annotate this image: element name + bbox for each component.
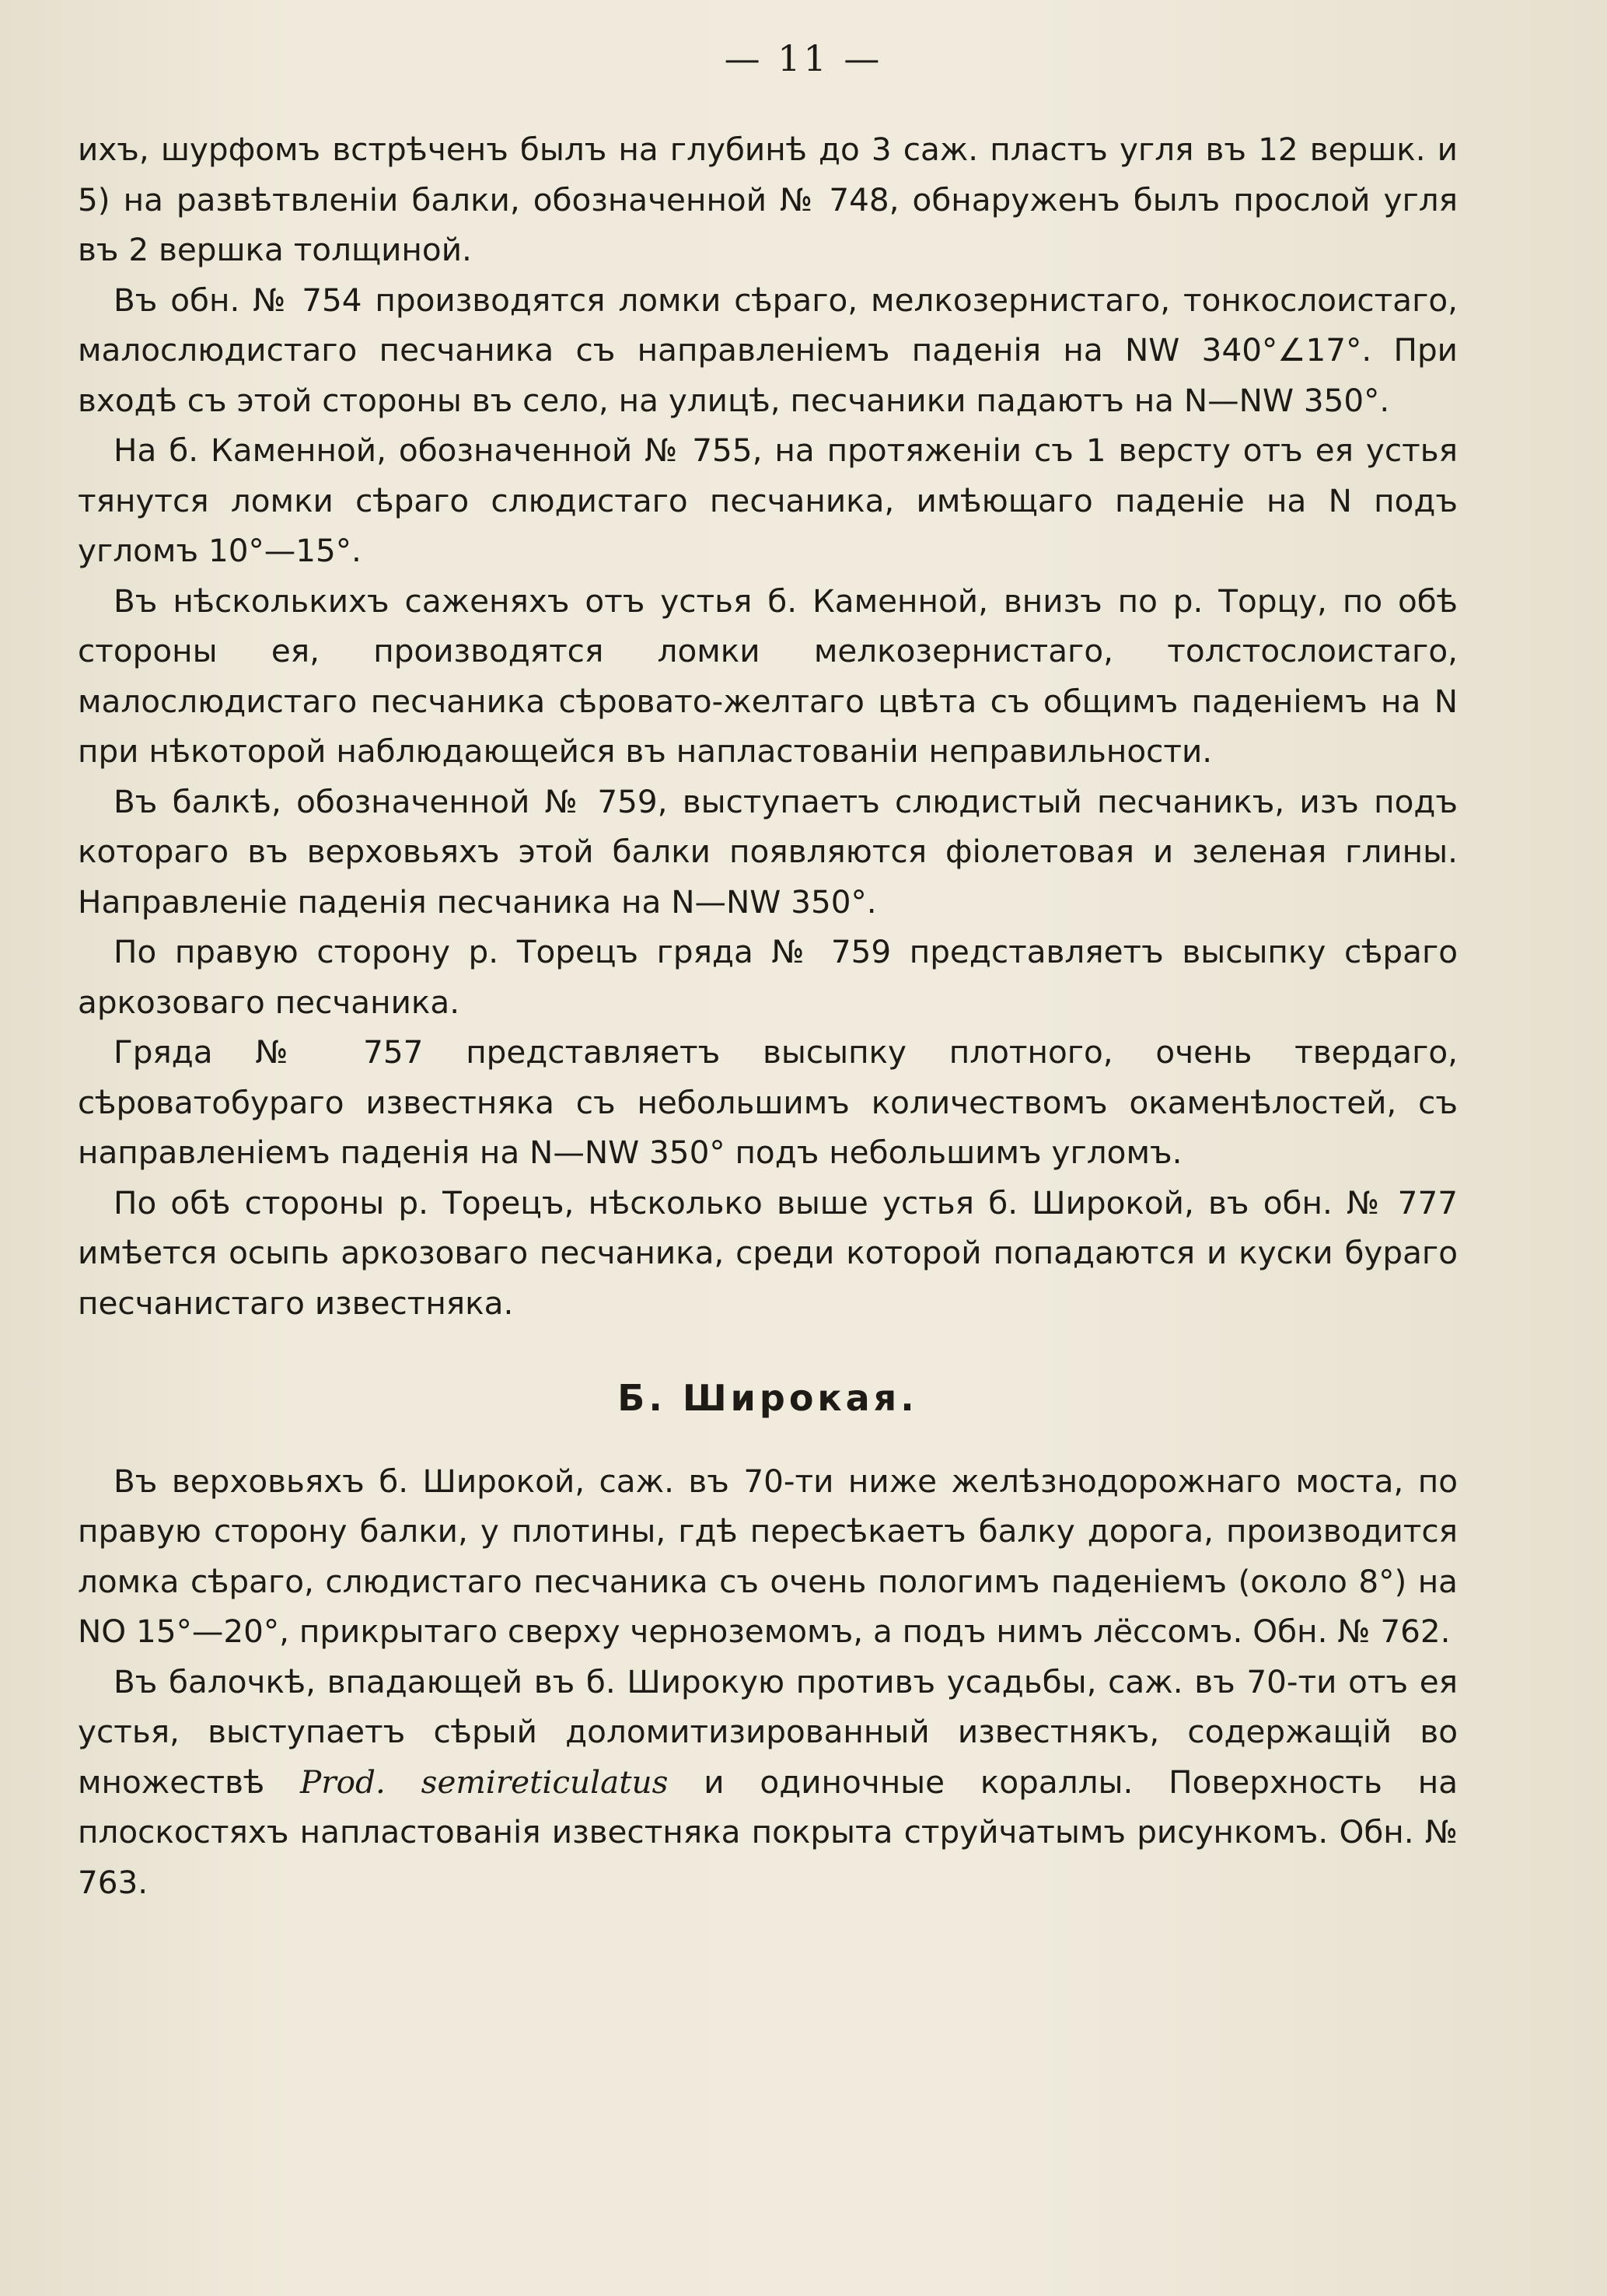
paragraph-9: Въ верховьяхъ б. Широкой, саж. въ 70-ти ниже желѣзнодорожнаго моста, по правую сторону балки, у плотины, гдѣ пересѣкаетъ балку дорога, производится ломка сѣраго, слюдистаго песчаника съ очень пологимъ паденіемъ (около 8°) на NO 15°—20°, прикрытаго сверху черноземомъ, а подъ нимъ лёссомъ. Обн. № 762.	[78, 1462, 1458, 1650]
paragraph-2: Въ обн. № 754 производятся ломки сѣраго, мелкозернистаго, тонкослоистаго, малослюдистаго песчаника съ направленіемъ паденія на NW 340°∠17°. При входѣ съ этой стороны въ село, на улицѣ, песчаники падаютъ на N—NW 350°.	[78, 281, 1458, 419]
paragraph-10-text-a: Въ балочкѣ, впадающей въ б. Широкую противъ усадьбы, саж. въ 70-ти отъ ея устья, выступаетъ сѣрый доломитизированный известнякъ, содержащій во множествѣ	[78, 1662, 1458, 1801]
paragraph-6: По правую сторону р. Торецъ гряда № 759 представляетъ высыпку сѣраго аркозоваго песчаника.	[78, 933, 1458, 1021]
paragraph-1: ихъ, шурфомъ встрѣченъ былъ на глубинѣ до 3 саж. пластъ угля въ 12 вершк. и 5) на развѣтвленіи балки, обозначенной № 748, обнаруженъ былъ прослой угля въ 2 вершка толщиной.	[78, 131, 1458, 268]
paragraph-8: По обѣ стороны р. Торецъ, нѣсколько выше устья б. Широкой, въ обн. № 777 имѣется осыпь аркозоваго песчаника, среди которой попадаются и куски бураго песчанистаго известняка.	[78, 1183, 1458, 1322]
paragraph-10-text-b: и одиночные кораллы. Поверхность на плоскостяхъ напластованія известняка покрыта струйчатымъ рисункомъ. Обн. № 763.	[78, 1763, 1459, 1901]
page-number: — 11 —	[724, 37, 883, 79]
paragraph-10	[78, 1657, 1458, 1908]
paragraph-4: Въ нѣсколькихъ саженяхъ отъ устья б. Каменной, внизъ по р. Торцу, по обѣ стороны ея, производятся ломки мелкозернистаго, толстослоистаго, малослюдистаго песчаника сѣровато-желтаго цвѣта съ общимъ паденіемъ на N при нѣкоторой наблюдающейся въ напластованіи неправильности.	[78, 582, 1458, 770]
section-heading: Б. Широкая.	[617, 1377, 918, 1419]
species-name: Prod. semireticulatus	[300, 1763, 669, 1801]
paragraph-3: На б. Каменной, обозначенной № 755, на протяженіи съ 1 версту отъ ея устья тянутся ломки сѣраго слюдистаго песчаника, имѣющаго паденіе на N подъ угломъ 10°—15°.	[78, 432, 1458, 569]
paragraph-7: Гряда № 757 представляетъ высыпку плотного, очень твердаго, сѣроватобураго известняка съ небольшимъ количествомъ окаменѣлостей, съ направленіемъ паденія на N—NW 350° подъ небольшимъ угломъ.	[78, 1033, 1458, 1171]
paragraph-5: Въ балкѣ, обозначенной № 759, выступаетъ слюдистый песчаникъ, изъ подъ котораго въ верховьяхъ этой балки появляются фіолетовая и зеленая глины. Направленіе паденія песчаника на N—NW 350°.	[78, 782, 1458, 921]
page-body	[78, 124, 1458, 1907]
